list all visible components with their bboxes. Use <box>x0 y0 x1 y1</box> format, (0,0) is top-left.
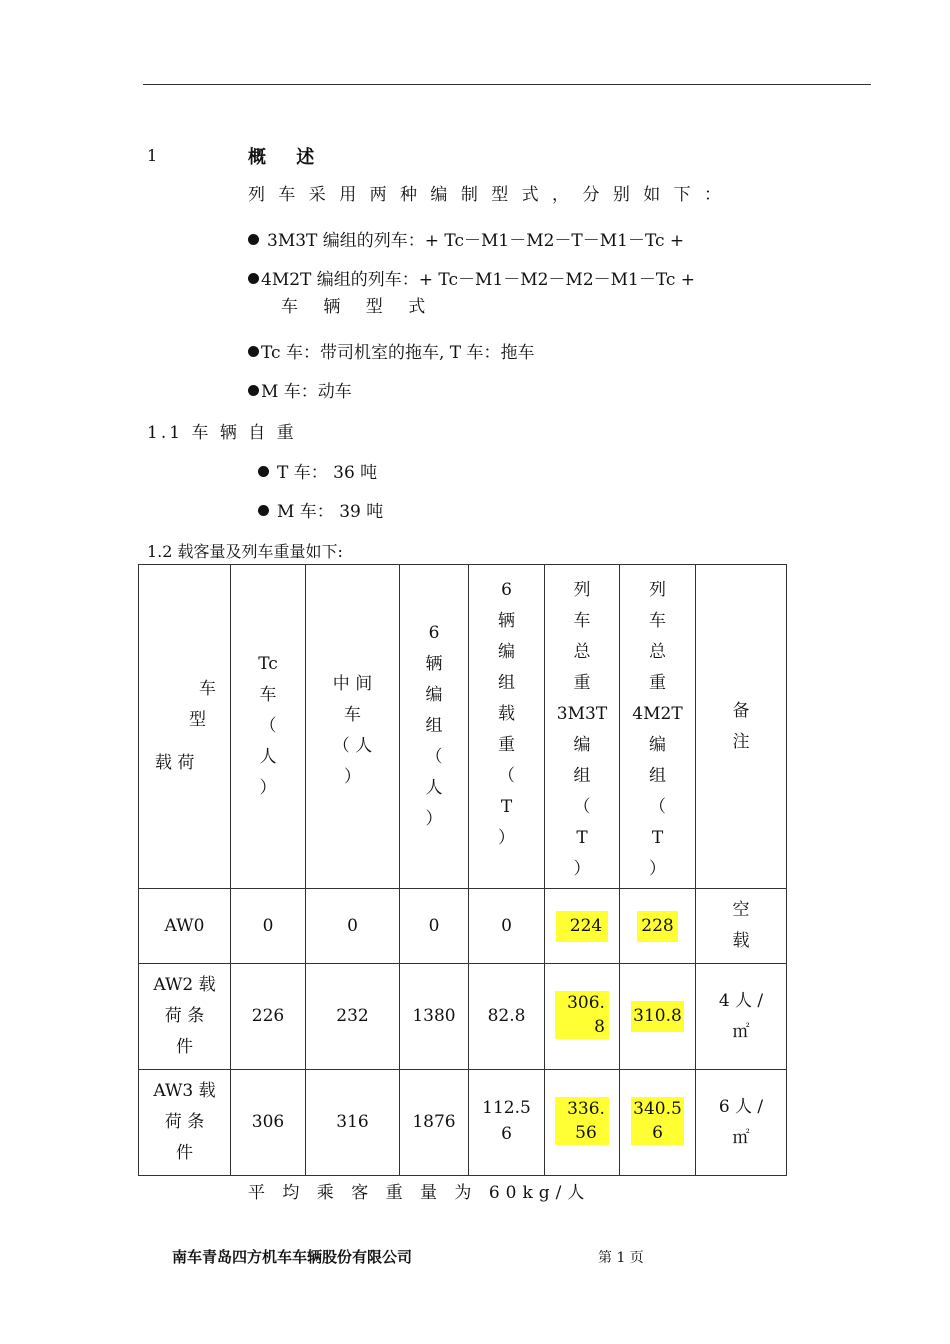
header-remark-text: 备 注 <box>732 700 750 752</box>
cell-total-3m3t <box>545 964 620 1070</box>
section-title: 概 述 <box>248 147 327 168</box>
cell-total-4m2t <box>620 964 696 1070</box>
cell-load <box>139 1070 231 1176</box>
bullet-4m2t <box>248 265 695 290</box>
header-total-3m3t-text: 列 车 总 重 3M3T 编 组 （ T ） <box>556 580 608 879</box>
highlight-value: 310.8 <box>631 1001 684 1032</box>
remark-text: 6 人 / ㎡ <box>718 1096 764 1148</box>
footer-company: 南车青岛四方机车车辆股份有限公司 <box>172 1248 413 1266</box>
remark-text: 空 载 <box>732 900 750 951</box>
cell-remark <box>696 964 787 1070</box>
highlight-value: 336. 56 <box>555 1097 609 1145</box>
bullet-text: T 车： 36 吨 <box>277 463 378 483</box>
header-tc <box>231 565 306 889</box>
section-1-1: 1.1 车 辆 自 重 <box>147 423 297 443</box>
highlight-value: 228 <box>637 911 677 942</box>
bullet-dot-icon <box>248 273 259 284</box>
bullet-dot-icon <box>258 505 269 516</box>
cell-load <box>139 964 231 1070</box>
table-row <box>139 889 787 964</box>
bullet-text: 4M2T 编组的列车：+ Tc－M1－M2－M2－M1－Tc + <box>261 270 696 290</box>
cell-total-4m2t <box>620 1070 696 1176</box>
header-type-load <box>139 565 231 889</box>
cell-tc: 226 <box>231 964 306 1070</box>
header-six-load <box>469 565 545 889</box>
highlight-value: 306. 8 <box>555 991 609 1039</box>
average-weight-note: 平 均 乘 客 重 量 为 60kg/人 <box>248 1183 591 1203</box>
load-text: AW2 载 荷 条 件 <box>153 975 216 1057</box>
cell-tc: 306 <box>231 1070 306 1176</box>
header-six-car <box>400 565 469 889</box>
bullet-dot-icon <box>248 234 259 245</box>
header-type-text: 车 <box>199 679 216 699</box>
cell-load: AW0 <box>139 889 231 964</box>
header-total-3m3t <box>545 565 620 889</box>
cell-six-car: 1380 <box>400 964 469 1070</box>
header-remark <box>696 565 787 889</box>
bullet-tc <box>248 338 535 363</box>
cell-middle: 316 <box>306 1070 400 1176</box>
bullet-dot-icon <box>258 466 269 477</box>
cell-tc: 0 <box>231 889 306 964</box>
highlight-value: 224 <box>556 911 608 942</box>
bullet-text: M 车： 39 吨 <box>277 502 384 522</box>
cell-middle: 232 <box>306 964 400 1070</box>
cell-total-4m2t <box>620 889 696 964</box>
header-type-text-2: 型 <box>189 710 206 730</box>
cell-total-3m3t <box>545 1070 620 1176</box>
cell-total-3m3t <box>545 889 620 964</box>
cell-remark <box>696 1070 787 1176</box>
header-middle-text: 中 间 车 （ 人 ） <box>332 674 373 787</box>
highlight-value: 340.5 6 <box>633 1098 682 1143</box>
bullet-dot-icon <box>248 346 259 357</box>
header-tc-text: Tc 车 （ 人 ） <box>258 654 278 798</box>
bullet-3m3t <box>248 226 684 251</box>
six-load-text: 112.5 6 <box>482 1098 531 1144</box>
bullet-t-weight <box>258 458 377 483</box>
bullet-m-weight <box>258 497 383 522</box>
header-load-text: 载 荷 <box>155 753 195 773</box>
cell-middle: 0 <box>306 889 400 964</box>
table-header-row <box>139 565 787 889</box>
bullet-text: Tc 车：带司机室的拖车, T 车：拖车 <box>261 343 535 363</box>
header-six-load-text: 6 辆 编 组 载 重 （ T ） <box>498 580 515 848</box>
bullet-text: 3M3T 编组的列车：+ Tc－M1－M2－T－M1－Tc + <box>267 231 685 251</box>
section-number: 1 <box>147 146 158 165</box>
load-weight-table <box>138 564 787 1176</box>
vehicle-type-label: 车 辆 型 式 <box>281 297 436 317</box>
remark-text: 4 人 / ㎡ <box>718 990 764 1042</box>
cell-six-load: 82.8 <box>469 964 545 1070</box>
table-row <box>139 964 787 1070</box>
header-rule <box>143 84 871 85</box>
table-row <box>139 1070 787 1176</box>
section-1-2: 1.2 载客量及列车重量如下: <box>147 542 343 561</box>
bullet-dot-icon <box>248 385 259 396</box>
load-text: AW3 载 荷 条 件 <box>153 1081 216 1163</box>
intro-text: 列 车 采 用 两 种 编 制 型 式 ， 分 别 如 下 ： <box>248 185 726 205</box>
cell-six-car: 1876 <box>400 1070 469 1176</box>
cell-six-load <box>469 1070 545 1176</box>
bullet-m <box>248 377 352 402</box>
footer-page-number: 第 1 页 <box>598 1250 644 1266</box>
cell-six-car: 0 <box>400 889 469 964</box>
bullet-text: M 车：动车 <box>261 382 352 402</box>
header-total-4m2t-text: 列 车 总 重 4M2T 编 组 （ T ） <box>632 580 683 879</box>
cell-six-load: 0 <box>469 889 545 964</box>
header-middle <box>306 565 400 889</box>
header-six-car-text: 6 辆 编 组 （ 人 ） <box>425 623 443 829</box>
header-total-4m2t <box>620 565 696 889</box>
cell-remark <box>696 889 787 964</box>
